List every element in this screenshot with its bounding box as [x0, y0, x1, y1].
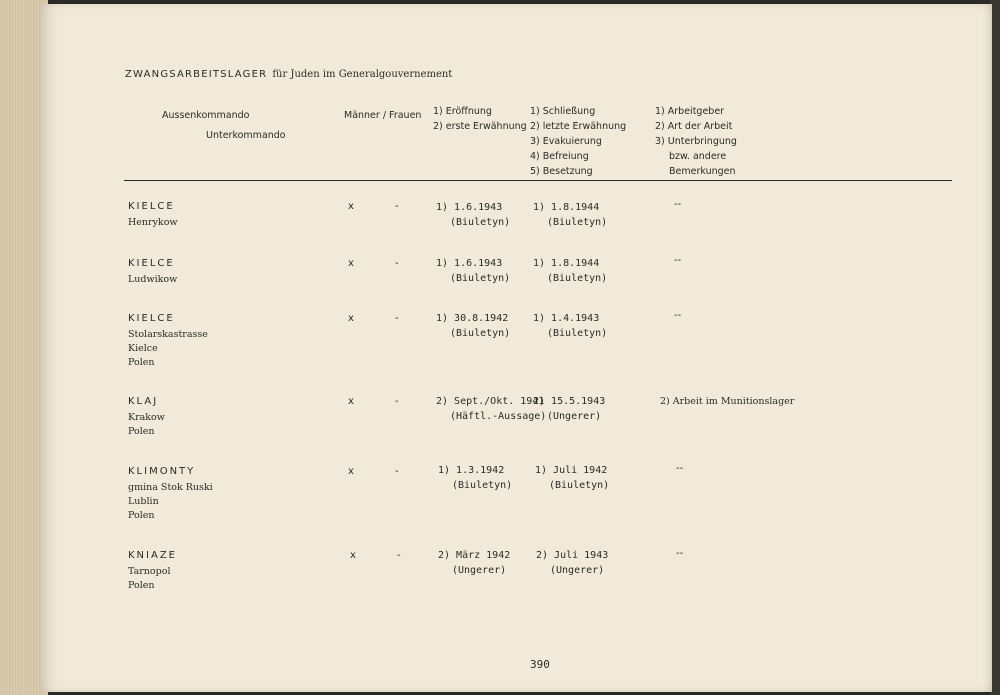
entry-opening-date: 1) 1.6.1943 [436, 202, 503, 213]
entry-closing-source: (Biuletyn) [547, 273, 608, 284]
page-number: 390 [530, 658, 550, 671]
col-head-eroeffnung [433, 104, 527, 134]
entry-opening-source: (Ungerer) [452, 565, 507, 576]
col-head-line: 1) Schließung [530, 106, 596, 117]
col-head-line: 1) Arbeitgeber [655, 106, 725, 117]
header-subtitle: für Juden im Generalgouvernement [272, 69, 453, 80]
entry-remarks: -- [676, 548, 684, 559]
entry-opening-source: (Häftl.-Aussage) [450, 411, 547, 422]
entry-detail: Ludwikow [128, 274, 178, 285]
entry-closing [533, 394, 605, 424]
entry-opening [436, 200, 510, 230]
entry-closing-date: 1) 1.8.1944 [533, 258, 600, 269]
entry-women: - [395, 258, 399, 269]
entry-name: KLIMONTY [128, 466, 196, 477]
entry-remarks: -- [674, 255, 682, 266]
col-head-line: 3) Evakuierung [530, 136, 602, 147]
entry-closing [533, 311, 607, 341]
entry-remarks: -- [674, 310, 682, 321]
col-head-unterkommando: Unterkommando [206, 130, 286, 141]
entry-closing-source: (Biuletyn) [549, 480, 610, 491]
col-head-line: 1) Eröffnung [433, 106, 492, 117]
entry-remarks: 2) Arbeit im Munitionslager [660, 396, 795, 407]
col-head-maenner-frauen: Männer / Frauen [344, 110, 422, 121]
entry-opening [436, 311, 510, 341]
entry-opening-date: 2) März 1942 [438, 550, 511, 561]
entry-opening [438, 548, 510, 578]
entry-detail: Polen [128, 357, 155, 368]
header-rule [124, 180, 952, 181]
col-head-line: 5) Besetzung [530, 166, 593, 177]
entry-opening-source: (Biuletyn) [450, 328, 511, 339]
entry-name: KIELCE [128, 201, 175, 212]
entry-opening-date: 1) 1.3.1942 [438, 465, 505, 476]
col-head-line: 2) letzte Erwähnung [530, 121, 627, 132]
entry-opening [438, 463, 512, 493]
entry-closing-source: (Ungerer) [547, 411, 602, 422]
entry-men: x [348, 313, 354, 324]
col-head-line: 2) erste Erwähnung [433, 121, 527, 132]
entry-closing-source: (Biuletyn) [547, 217, 608, 228]
entry-name: KIELCE [128, 258, 175, 269]
entry-detail: Krakow [128, 412, 165, 423]
entry-closing [533, 200, 607, 230]
entry-remarks: -- [674, 199, 682, 210]
entry-men: x [348, 258, 354, 269]
entry-closing-source: (Biuletyn) [547, 328, 608, 339]
entry-name: KIELCE [128, 313, 175, 324]
entry-detail: Kielce [128, 343, 158, 354]
entry-opening-date: 1) 30.8.1942 [436, 313, 509, 324]
entry-detail: Polen [128, 510, 155, 521]
entry-women: - [395, 466, 399, 477]
col-head-schliessung [530, 104, 626, 179]
page-header [125, 62, 452, 81]
entry-women: - [395, 396, 399, 407]
entry-opening-source: (Biuletyn) [452, 480, 513, 491]
entry-opening-date: 2) Sept./Okt. 1941 [436, 396, 545, 407]
col-head-line: bzw. andere [669, 151, 727, 162]
entry-closing [535, 463, 609, 493]
entry-detail: Polen [128, 580, 155, 591]
col-head-arbeitgeber [655, 104, 737, 179]
col-head-line: 2) Art der Arbeit [655, 121, 733, 132]
entry-opening-source: (Biuletyn) [450, 273, 511, 284]
entry-detail: Stolarskastrasse [128, 329, 208, 340]
entry-men: x [348, 396, 354, 407]
entry-opening [436, 256, 510, 286]
entry-name: KNIAZE [128, 550, 177, 561]
entry-closing [533, 256, 607, 286]
entry-opening [436, 394, 546, 424]
entry-women: - [395, 201, 399, 212]
col-head-line: 3) Unterbringung [655, 136, 737, 147]
entry-opening-source: (Biuletyn) [450, 217, 511, 228]
entry-detail: Henrykow [128, 217, 178, 228]
entry-detail: Polen [128, 426, 155, 437]
entry-opening-date: 1) 1.6.1943 [436, 258, 503, 269]
col-head-aussenkommando: Aussenkommando [162, 110, 250, 121]
header-title: ZWANGSARBEITSLAGER [125, 69, 268, 80]
entry-closing [536, 548, 608, 578]
entry-women: - [397, 550, 401, 561]
entry-women: - [395, 313, 399, 324]
entry-detail: Tarnopol [128, 566, 171, 577]
entry-men: x [350, 550, 356, 561]
entry-closing-date: 1) 1.8.1944 [533, 202, 600, 213]
entry-closing-date: 2) Juli 1943 [536, 550, 609, 561]
entry-name: KLAJ [128, 396, 159, 407]
entry-closing-source: (Ungerer) [550, 565, 605, 576]
entry-men: x [348, 466, 354, 477]
entry-remarks: -- [676, 463, 684, 474]
entry-detail: gmina Stok Ruski [128, 482, 213, 493]
entry-closing-date: 1) Juli 1942 [535, 465, 608, 476]
col-head-line: 4) Befreiung [530, 151, 589, 162]
entry-closing-date: 2) 15.5.1943 [533, 396, 606, 407]
entry-men: x [348, 201, 354, 212]
col-head-line: Bemerkungen [669, 166, 736, 177]
entry-detail: Lublin [128, 496, 159, 507]
entry-closing-date: 1) 1.4.1943 [533, 313, 600, 324]
